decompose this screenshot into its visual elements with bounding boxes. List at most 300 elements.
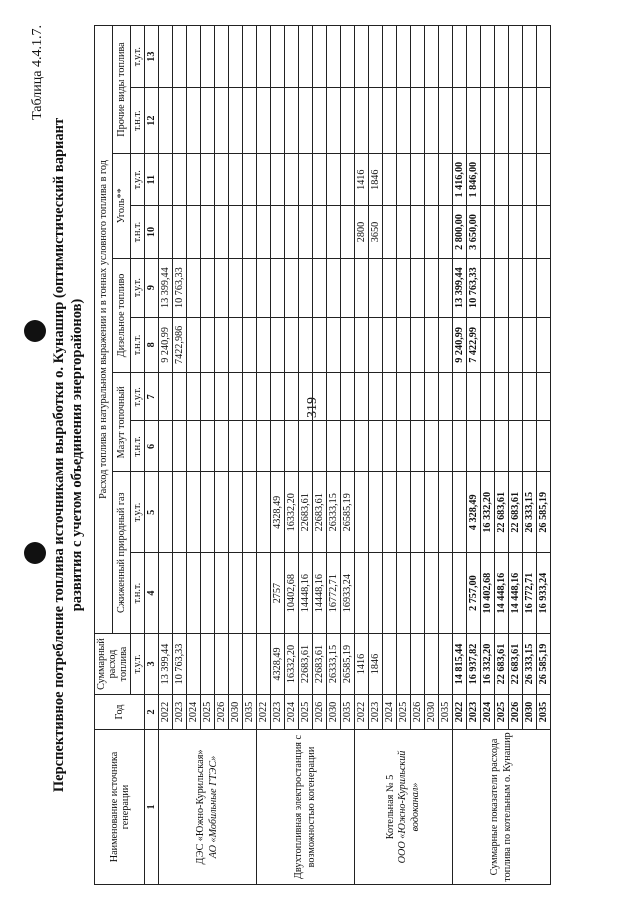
cell-total: 26585,19 xyxy=(341,634,355,695)
source-name-cell xyxy=(159,730,257,885)
cell-gas-n xyxy=(411,553,425,634)
cell-total: 16332,20 xyxy=(285,634,299,695)
cell-oth-n xyxy=(285,88,299,154)
header-fuel-group: Расход топлива в натуральном выражении и в тоннах условного топлива в год xyxy=(95,26,113,634)
cell-maz-u xyxy=(215,373,229,421)
header-mazut: Мазут топочный xyxy=(113,373,131,472)
fuel-consumption-table xyxy=(94,25,551,885)
cell-coal-n xyxy=(271,206,285,258)
cell-oth-n xyxy=(257,88,271,154)
cell-dies-u xyxy=(523,258,537,317)
cell-gas-n xyxy=(383,553,397,634)
cell-total xyxy=(229,634,243,695)
cell-oth-u xyxy=(299,26,313,88)
cell-gas-n: 2757 xyxy=(271,553,285,634)
cell-coal-n xyxy=(257,206,271,258)
cell-year: 2035 xyxy=(439,695,453,730)
cell-total xyxy=(187,634,201,695)
cell-coal-n xyxy=(481,206,495,258)
cell-coal-u xyxy=(509,154,523,206)
cell-gas-n: 14 448,16 xyxy=(509,553,523,634)
cell-coal-u xyxy=(383,154,397,206)
cell-coal-u xyxy=(439,154,453,206)
cell-dies-u xyxy=(257,258,271,317)
cell-gas-u xyxy=(411,472,425,553)
cell-maz-u xyxy=(537,373,551,421)
cell-maz-u xyxy=(397,373,411,421)
cell-gas-n: 16 772,71 xyxy=(523,553,537,634)
cell-year: 2030 xyxy=(425,695,439,730)
cell-total xyxy=(397,634,411,695)
cell-oth-u xyxy=(495,26,509,88)
header-diesel: Дизельное топливо xyxy=(113,258,131,373)
cell-oth-u xyxy=(397,26,411,88)
unit-tut: т.у.т. xyxy=(131,472,145,553)
cell-coal-u xyxy=(425,154,439,206)
cell-year: 2022 xyxy=(257,695,271,730)
cell-gas-u: 26333,15 xyxy=(327,472,341,553)
cell-oth-u xyxy=(285,26,299,88)
cell-gas-n: 14 448,16 xyxy=(495,553,509,634)
source-name: ДЭС «Южно-Курильская» xyxy=(195,749,206,865)
cell-gas-n xyxy=(397,553,411,634)
cell-dies-n xyxy=(257,317,271,373)
cell-dies-n xyxy=(481,317,495,373)
cell-total: 16 937,82 xyxy=(467,634,481,695)
cell-maz-n xyxy=(187,421,201,472)
cell-gas-u: 4 328,49 xyxy=(467,472,481,553)
cell-coal-n xyxy=(159,206,173,258)
unit-tut: т.у.т. xyxy=(131,26,145,88)
cell-oth-n xyxy=(313,88,327,154)
column-number: 9 xyxy=(145,258,159,317)
cell-oth-n xyxy=(355,88,369,154)
cell-dies-u xyxy=(201,258,215,317)
cell-oth-u xyxy=(509,26,523,88)
cell-oth-n xyxy=(215,88,229,154)
cell-gas-u xyxy=(383,472,397,553)
cell-coal-n xyxy=(299,206,313,258)
cell-maz-n xyxy=(369,421,383,472)
cell-maz-n xyxy=(383,421,397,472)
cell-dies-n xyxy=(271,317,285,373)
cell-oth-n xyxy=(187,88,201,154)
cell-maz-u xyxy=(243,373,257,421)
cell-year: 2024 xyxy=(481,695,495,730)
cell-year: 2026 xyxy=(313,695,327,730)
cell-gas-n xyxy=(369,553,383,634)
cell-maz-u xyxy=(523,373,537,421)
cell-dies-u xyxy=(369,258,383,317)
cell-coal-n xyxy=(215,206,229,258)
cell-coal-u xyxy=(187,154,201,206)
cell-oth-n xyxy=(481,88,495,154)
cell-gas-u xyxy=(369,472,383,553)
cell-gas-u: 22683,61 xyxy=(299,472,313,553)
cell-maz-n xyxy=(341,421,355,472)
unit-tnt: т.н.т. xyxy=(131,553,145,634)
column-number: 10 xyxy=(145,206,159,258)
cell-dies-n xyxy=(285,317,299,373)
cell-maz-u xyxy=(411,373,425,421)
cell-total xyxy=(243,634,257,695)
cell-total: 10 763,33 xyxy=(173,634,187,695)
page-number: 319 xyxy=(305,397,320,418)
cell-maz-n xyxy=(509,421,523,472)
cell-coal-u xyxy=(397,154,411,206)
cell-oth-u xyxy=(355,26,369,88)
cell-coal-u: 1416 xyxy=(355,154,369,206)
cell-oth-n xyxy=(383,88,397,154)
cell-dies-u: 13 399,44 xyxy=(159,258,173,317)
cell-dies-n: 9 240,99 xyxy=(159,317,173,373)
cell-total xyxy=(425,634,439,695)
cell-oth-n xyxy=(495,88,509,154)
cell-coal-u xyxy=(173,154,187,206)
cell-total: 22683,61 xyxy=(313,634,327,695)
cell-maz-n xyxy=(271,421,285,472)
cell-total: 26 333,15 xyxy=(523,634,537,695)
header-other: Прочие виды топлива xyxy=(113,26,131,154)
cell-maz-u xyxy=(229,373,243,421)
cell-coal-n xyxy=(495,206,509,258)
unit-tnt: т.н.т. xyxy=(131,206,145,258)
cell-coal-u xyxy=(341,154,355,206)
cell-year: 2022 xyxy=(355,695,369,730)
cell-dies-u xyxy=(439,258,453,317)
cell-year: 2030 xyxy=(229,695,243,730)
unit-tnt: т.н.т. xyxy=(131,88,145,154)
cell-coal-n xyxy=(439,206,453,258)
cell-coal-n xyxy=(201,206,215,258)
cell-year: 2024 xyxy=(187,695,201,730)
cell-coal-u xyxy=(285,154,299,206)
cell-year: 2024 xyxy=(383,695,397,730)
cell-coal-u xyxy=(215,154,229,206)
cell-coal-u xyxy=(481,154,495,206)
cell-oth-u xyxy=(439,26,453,88)
cell-oth-u xyxy=(467,26,481,88)
cell-coal-n xyxy=(229,206,243,258)
column-number: 12 xyxy=(145,88,159,154)
cell-year: 2025 xyxy=(299,695,313,730)
cell-dies-n xyxy=(397,317,411,373)
cell-coal-u xyxy=(159,154,173,206)
cell-total: 22683,61 xyxy=(299,634,313,695)
cell-dies-u xyxy=(537,258,551,317)
cell-gas-u xyxy=(229,472,243,553)
cell-gas-u xyxy=(173,472,187,553)
cell-dies-n: 7 422,99 xyxy=(467,317,481,373)
cell-total xyxy=(383,634,397,695)
cell-oth-u xyxy=(201,26,215,88)
cell-gas-u: 16332,20 xyxy=(285,472,299,553)
cell-gas-n xyxy=(257,553,271,634)
cell-oth-u xyxy=(481,26,495,88)
cell-gas-u: 4328,49 xyxy=(271,472,285,553)
cell-gas-u xyxy=(425,472,439,553)
cell-gas-n: 16933,24 xyxy=(341,553,355,634)
cell-oth-n xyxy=(159,88,173,154)
cell-total xyxy=(411,634,425,695)
cell-dies-u xyxy=(285,258,299,317)
cell-dies-u: 10 763,33 xyxy=(467,258,481,317)
cell-gas-u xyxy=(257,472,271,553)
cell-maz-u xyxy=(187,373,201,421)
cell-maz-n xyxy=(411,421,425,472)
source-name: Двухтопливная электростанция с возможностью когенерации xyxy=(293,734,317,880)
cell-year: 2022 xyxy=(453,695,467,730)
cell-year: 2024 xyxy=(285,695,299,730)
unit-tnt: т.н.т. xyxy=(131,317,145,373)
cell-coal-n xyxy=(341,206,355,258)
cell-total: 14 815,44 xyxy=(453,634,467,695)
cell-gas-n: 14448,16 xyxy=(313,553,327,634)
cell-maz-u xyxy=(383,373,397,421)
cell-dies-u xyxy=(327,258,341,317)
cell-oth-u xyxy=(341,26,355,88)
cell-maz-u xyxy=(509,373,523,421)
source-owner: АО «Мобильные ГТЭС» xyxy=(207,755,219,859)
cell-gas-u xyxy=(243,472,257,553)
cell-maz-n xyxy=(537,421,551,472)
cell-oth-n xyxy=(453,88,467,154)
cell-maz-u xyxy=(369,373,383,421)
cell-oth-u xyxy=(173,26,187,88)
cell-coal-u xyxy=(523,154,537,206)
table-row xyxy=(453,26,467,885)
cell-coal-u xyxy=(537,154,551,206)
cell-gas-u xyxy=(215,472,229,553)
cell-total: 22 683,61 xyxy=(495,634,509,695)
cell-dies-n xyxy=(215,317,229,373)
cell-dies-u xyxy=(243,258,257,317)
cell-gas-n xyxy=(173,553,187,634)
cell-year: 2022 xyxy=(159,695,173,730)
cell-maz-u xyxy=(341,373,355,421)
cell-coal-n xyxy=(383,206,397,258)
cell-dies-u: 13 399,44 xyxy=(453,258,467,317)
cell-coal-u xyxy=(229,154,243,206)
column-number: 5 xyxy=(145,472,159,553)
cell-dies-u xyxy=(383,258,397,317)
cell-maz-u xyxy=(495,373,509,421)
cell-dies-n xyxy=(537,317,551,373)
column-number: 4 xyxy=(145,553,159,634)
cell-gas-n xyxy=(187,553,201,634)
cell-gas-u: 26 333,15 xyxy=(523,472,537,553)
cell-dies-u xyxy=(271,258,285,317)
cell-dies-u xyxy=(355,258,369,317)
cell-oth-u xyxy=(215,26,229,88)
table-row xyxy=(159,26,173,885)
document-title xyxy=(50,25,86,885)
cell-coal-n xyxy=(243,206,257,258)
header-coal: Уголь** xyxy=(113,154,131,259)
cell-maz-n xyxy=(425,421,439,472)
cell-dies-u xyxy=(229,258,243,317)
cell-coal-n xyxy=(187,206,201,258)
cell-maz-n xyxy=(397,421,411,472)
cell-maz-u xyxy=(173,373,187,421)
cell-year: 2030 xyxy=(523,695,537,730)
cell-gas-n: 10402,68 xyxy=(285,553,299,634)
cell-maz-n xyxy=(159,421,173,472)
cell-oth-u xyxy=(243,26,257,88)
cell-gas-u xyxy=(201,472,215,553)
source-name: Суммарные показатели расхода топлива по котельным о. Кунашир xyxy=(489,732,513,882)
cell-oth-u xyxy=(369,26,383,88)
cell-maz-n xyxy=(495,421,509,472)
cell-maz-u xyxy=(299,373,313,421)
cell-oth-n xyxy=(243,88,257,154)
cell-dies-n xyxy=(411,317,425,373)
cell-total xyxy=(201,634,215,695)
cell-year: 2035 xyxy=(341,695,355,730)
cell-oth-u xyxy=(537,26,551,88)
cell-oth-n xyxy=(327,88,341,154)
cell-oth-n xyxy=(229,88,243,154)
cell-gas-n xyxy=(201,553,215,634)
column-number: 1 xyxy=(145,730,159,885)
cell-year: 2030 xyxy=(327,695,341,730)
cell-maz-n xyxy=(173,421,187,472)
cell-coal-n xyxy=(523,206,537,258)
cell-gas-n xyxy=(425,553,439,634)
cell-dies-n xyxy=(383,317,397,373)
unit-tut: т.у.т. xyxy=(131,634,145,695)
cell-gas-u: 26 585,19 xyxy=(537,472,551,553)
cell-dies-u: 10 763,33 xyxy=(173,258,187,317)
cell-year: 2023 xyxy=(173,695,187,730)
cell-gas-u: 22 683,61 xyxy=(495,472,509,553)
cell-oth-u xyxy=(257,26,271,88)
column-number: 2 xyxy=(145,695,159,730)
cell-dies-n xyxy=(509,317,523,373)
cell-maz-n xyxy=(467,421,481,472)
cell-oth-n xyxy=(439,88,453,154)
cell-oth-n xyxy=(523,88,537,154)
cell-total: 26333,15 xyxy=(327,634,341,695)
cell-maz-u xyxy=(453,373,467,421)
cell-coal-n xyxy=(509,206,523,258)
cell-dies-n: 7422,986 xyxy=(173,317,187,373)
cell-maz-n xyxy=(523,421,537,472)
column-number: 8 xyxy=(145,317,159,373)
cell-oth-n xyxy=(397,88,411,154)
cell-maz-n xyxy=(313,421,327,472)
cell-total xyxy=(439,634,453,695)
cell-dies-n xyxy=(187,317,201,373)
source-name-cell xyxy=(453,730,551,885)
column-number: 7 xyxy=(145,373,159,421)
cell-gas-u: 26585,19 xyxy=(341,472,355,553)
cell-maz-u xyxy=(313,373,327,421)
cell-coal-u xyxy=(271,154,285,206)
cell-gas-u: 16 332,20 xyxy=(481,472,495,553)
cell-coal-n xyxy=(425,206,439,258)
cell-oth-n xyxy=(509,88,523,154)
cell-maz-n xyxy=(201,421,215,472)
cell-gas-n xyxy=(453,553,467,634)
cell-gas-u xyxy=(159,472,173,553)
unit-tut: т.у.т. xyxy=(131,373,145,421)
cell-maz-n xyxy=(327,421,341,472)
cell-maz-u xyxy=(467,373,481,421)
cell-coal-n xyxy=(537,206,551,258)
cell-dies-n xyxy=(425,317,439,373)
cell-coal-n: 2800 xyxy=(355,206,369,258)
cell-gas-n: 16 933,24 xyxy=(537,553,551,634)
cell-dies-u xyxy=(299,258,313,317)
column-number-row xyxy=(145,26,159,885)
source-name-cell xyxy=(355,730,453,885)
cell-year: 2026 xyxy=(411,695,425,730)
title-line-2: развития с учетом объединения энергорайонов) xyxy=(69,298,86,612)
cell-coal-n xyxy=(313,206,327,258)
cell-maz-n xyxy=(215,421,229,472)
cell-coal-n: 3 650,00 xyxy=(467,206,481,258)
cell-dies-u xyxy=(187,258,201,317)
cell-oth-u xyxy=(229,26,243,88)
source-name-cell xyxy=(257,730,355,885)
cell-oth-n xyxy=(537,88,551,154)
cell-gas-u: 22683,61 xyxy=(313,472,327,553)
header-gas: Сжиженный природный газ xyxy=(113,472,131,634)
cell-total xyxy=(257,634,271,695)
cell-maz-u xyxy=(327,373,341,421)
column-number: 3 xyxy=(145,634,159,695)
cell-oth-n xyxy=(425,88,439,154)
cell-year: 2035 xyxy=(537,695,551,730)
cell-dies-u xyxy=(313,258,327,317)
cell-dies-n xyxy=(523,317,537,373)
cell-coal-n xyxy=(285,206,299,258)
table-row xyxy=(257,26,271,885)
cell-oth-u xyxy=(159,26,173,88)
cell-gas-n xyxy=(439,553,453,634)
cell-oth-u xyxy=(411,26,425,88)
header-name: Наименование источника генерации xyxy=(95,730,145,885)
cell-oth-u xyxy=(383,26,397,88)
rotated-document xyxy=(30,25,551,885)
cell-maz-n xyxy=(257,421,271,472)
cell-maz-n xyxy=(439,421,453,472)
cell-maz-u xyxy=(425,373,439,421)
cell-coal-u: 1 846,00 xyxy=(467,154,481,206)
cell-oth-u xyxy=(453,26,467,88)
cell-gas-n: 14448,16 xyxy=(299,553,313,634)
table-caption: Таблица 4.4.1.7. xyxy=(30,25,45,120)
cell-coal-n xyxy=(411,206,425,258)
cell-coal-u: 1846 xyxy=(369,154,383,206)
cell-coal-u xyxy=(299,154,313,206)
cell-oth-u xyxy=(271,26,285,88)
cell-maz-u xyxy=(159,373,173,421)
cell-gas-n: 10 402,68 xyxy=(481,553,495,634)
cell-maz-u xyxy=(481,373,495,421)
cell-year: 2023 xyxy=(271,695,285,730)
cell-coal-u xyxy=(201,154,215,206)
cell-oth-u xyxy=(327,26,341,88)
cell-dies-n xyxy=(243,317,257,373)
cell-oth-u xyxy=(523,26,537,88)
cell-dies-n xyxy=(369,317,383,373)
cell-oth-u xyxy=(425,26,439,88)
cell-gas-n xyxy=(215,553,229,634)
cell-total: 16 332,20 xyxy=(481,634,495,695)
cell-dies-u xyxy=(509,258,523,317)
